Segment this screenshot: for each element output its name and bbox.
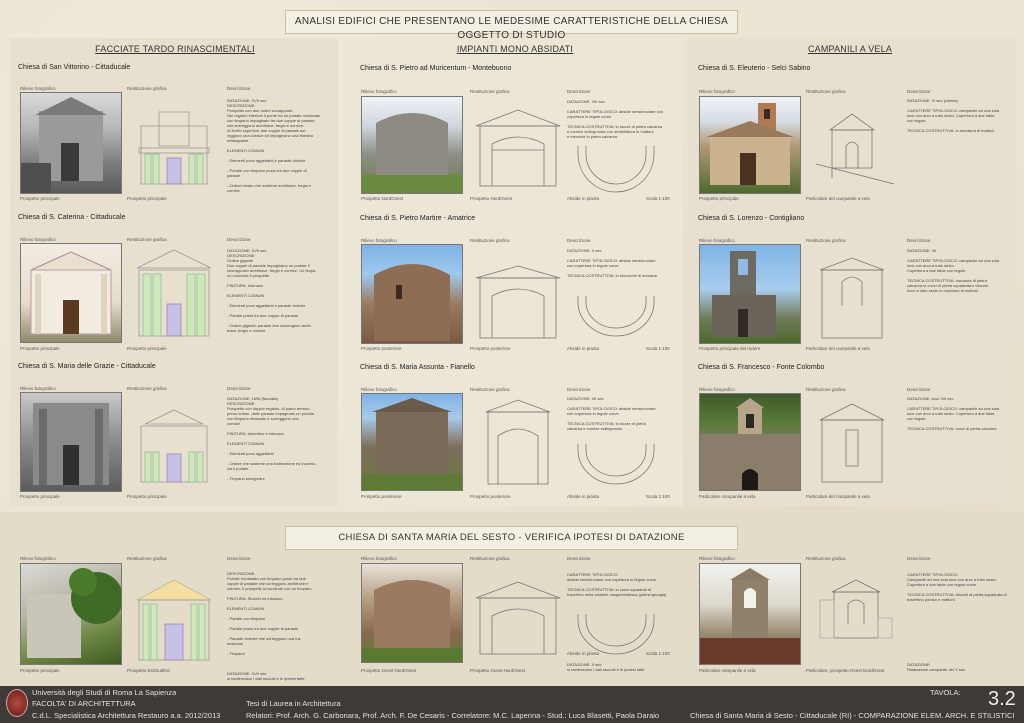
- description-block: CARATTERE TIPOLOGICO: Campanile ad una sola luce con arco a tutto sesto. Copertura a due falde con tegole curve. TECNICA COSTRUTTIVA: blocchi di pietra squadrata di travertino poroso e mattoni: [907, 572, 1007, 602]
- label-descrizione: Descrizione: [227, 86, 251, 91]
- bottom-title: CHIESA DI SANTA MARIA DEL SESTO - VERIFICA IPOTESI DI DATAZIONE: [285, 526, 738, 550]
- drawing-santa-maria-assunta: [470, 396, 566, 488]
- label-rilievo: Rilievo fotografico: [361, 89, 397, 94]
- church-title: Chiesa di S. Maria delle Grazie - Cittaducale: [18, 363, 156, 370]
- label-restituzione: Restituzione grafica: [127, 556, 167, 561]
- caption-photo: Particolare campanile a vela: [699, 494, 756, 499]
- drawing-campanile-eleuterio: [808, 104, 898, 188]
- church-title: Chiesa di S. Caterina - Cittaducale: [18, 214, 126, 221]
- drawing-apse-plan: [572, 438, 660, 488]
- scale-label: Scala 1:100: [646, 196, 670, 201]
- dating-block: DATAZIONE: Ridatazione campanile del X sec: [907, 662, 966, 672]
- photo-san-vittorino: [20, 92, 122, 194]
- photo-santa-maria-grazie: [20, 392, 122, 492]
- drawing-san-pietro-muricentum: [470, 104, 566, 188]
- drawing-santa-caterina: [127, 246, 221, 340]
- description-block: DESCRIZIONE: Portale modanato con timpano posto tra due coppie di paraste che sorreggono architrave e cornice. Il prospetto si conclude con un timpano FINITURA: Stucchi ed intonaco ELEMENTI COMUNI - Portale con timpano - Portale posto tra due coppie di paraste - Paraste doriche che sorreggono una tra- beazione - Timpano DATAZIONE: XVII sec si confermano i dati raccolti e le ipotesi fatte: [227, 571, 312, 681]
- label-descrizione: Descrizione: [227, 237, 251, 242]
- label-restituzione: Restituzione grafica: [470, 238, 510, 243]
- church-title: Chiesa di S. Lorenzo - Contigliano: [698, 215, 805, 222]
- label-rilievo: Rilievo fotografico: [20, 386, 56, 391]
- description-block: DATAZIONE: XII sec CARATTERE TIPOLOGICO: abside semicircolare con copertura in tegole curve TECNICA COSTRUTTIVA: in bozze di pietra calcarea e cornice sottogronda: [567, 396, 656, 431]
- drawing-san-vittorino: [127, 104, 221, 188]
- page-title: ANALISI EDIFICI CHE PRESENTANO LE MEDESIME CARATTERISTICHE DELLA CHIESA OGGETTO DI STUDIO: [285, 10, 738, 34]
- label-descrizione: Descrizione: [567, 89, 591, 94]
- caption-photo: Prospetto principale: [20, 494, 60, 499]
- drawing-san-pietro-martire: [470, 262, 566, 340]
- tavola-number: 3.2: [988, 688, 1016, 710]
- caption-photo: Particolare campanile a vela: [699, 668, 756, 673]
- label-restituzione: Restituzione grafica: [806, 89, 846, 94]
- description-block: DATAZIONE: 1696 (facciata) DESCRIZIONE: Prospetto con doppio registro. Al piano terreno, primo ordine, dalle paraste impaginato un portale con timpano ribassato e sorreggono una cornice FINITURA: travertino e intonaco ELEMENTI COMUNI - Elementi poco aggettanti - Ordine che sostiene una trabeazione ed incornic- cia il portale - Timpano triangolare: [227, 396, 317, 481]
- caption-photo: Prospetto Ovest NordOvest: [361, 668, 417, 673]
- university-seal-icon: [6, 689, 28, 717]
- label-descrizione: Descrizione: [907, 387, 931, 392]
- section-title-impianti: IMPIANTI MONO ABSIDATI: [456, 44, 574, 54]
- description-block: DATAZIONE: XII CARATTERE TIPOLOGICO: campanile ad una sola luce con arco a tutto sesto. Copertura a due falde con tegole. TECNICA COSTRUTTIVA: muratura di pietra calcarea in conci di pietra squadrata e blocchi. Arco a tutto sesto in muratura di mattoni: [907, 248, 1000, 293]
- scale-label: Scala 1:100: [646, 494, 670, 499]
- thesis-label: Tesi di Laurea in Architettura: [246, 699, 341, 708]
- description-block: DATAZIONE: stuo XIII sec CARATTERE TIPOLOGICO: campanile ad una sola luce con arco a tutto sesto. Copertura a due falde con tegole. TECNICA COSTRUTTIVA: conci di pietra calcarea: [907, 396, 1000, 431]
- caption-plan: Abside in pianta: [567, 494, 600, 499]
- caption-drawing: Prospetto NordOvest: [470, 196, 513, 201]
- photo-santa-maria-assunta: [361, 393, 463, 491]
- caption-plan: Abside in pianta: [567, 346, 600, 351]
- label-rilievo: Rilievo fotografico: [699, 89, 735, 94]
- caption-plan: Abside in pianta: [567, 651, 600, 656]
- label-rilievo: Rilievo fotografico: [699, 238, 735, 243]
- drawing-apse-plan: [572, 290, 660, 340]
- label-restituzione: Restituzione grafica: [806, 238, 846, 243]
- scale-label: Scala 1:100: [646, 651, 670, 656]
- caption-drawing: Particolare del campanile a vela: [806, 196, 870, 201]
- caption-drawing: Particolare, prospetto Ovest NordOvest: [806, 668, 885, 673]
- photo-sesto-campanile: [699, 563, 801, 665]
- label-restituzione: Restituzione grafica: [470, 387, 510, 392]
- label-descrizione: Descrizione: [567, 556, 591, 561]
- caption-drawing: Prospetto Est/SudEst: [127, 668, 170, 673]
- photo-san-lorenzo: [699, 244, 801, 344]
- label-restituzione: Restituzione grafica: [470, 89, 510, 94]
- label-rilievo: Rilievo fotografico: [361, 387, 397, 392]
- description-block: DATAZIONE: XIII sec CARATTERE TIPOLOGICO: abside semicircolare con copertura in tegole curve TECNICA COSTRUTTIVA: in bozze di pietra calcarea e cornice sottogronda con dentellatura in mattoni e mensole in pietra calcarea: [567, 99, 664, 139]
- label-descrizione: Descrizione: [227, 556, 251, 561]
- faculty-name: FACOLTA' DI ARCHITETTURA: [32, 699, 136, 708]
- description-block: DATAZIONE: XVII sec DESCRIZIONE: Prospetto con due ordini sovrapposti. Nel registro inferiore il ponte ha un portale modanato con timpano impaginato tra due coppie di paraste che sorreggono architrave, fregio e cornice. Al livello superiore due coppie di paraste sor- reggono una cornice ed impaginano una finestra rettangolare ELEMENTI COMUNI - Elementi poco aggettanti e paraste doriche - Portale con timpano posto tra due coppie di paraste - Ordine binato che sostiene architrave, fregio e cornice: [227, 98, 321, 193]
- description-block: DATAZIONE: XI sec (chiesa) CARATTERE TIPOLOGICO: campanile ad una sola luce con arco a tutto sesto. Copertura a due falde con tegole. TECNICA COSTRUTTIVA: in muratura di mattoni: [907, 98, 1000, 133]
- drawing-sesto-campanile: [818, 578, 894, 650]
- label-descrizione: Descrizione: [567, 387, 591, 392]
- caption-photo: Prospetto NordOvest: [361, 196, 404, 201]
- church-title: Chiesa di S. Pietro ad Muricentum - Montebuono: [360, 65, 512, 72]
- subject: Chiesa di Santa Maria di Sesto - Cittaducale (RI) - COMPARAZIONE ELEM. ARCH. E STILISTICI: [690, 711, 1015, 720]
- caption-drawing: Prospetto posteriore: [470, 346, 511, 351]
- caption-photo: Prospetto posteriore: [361, 494, 402, 499]
- photo-san-pietro-martire: [361, 244, 463, 344]
- caption-photo: Prospetto posteriore: [361, 346, 402, 351]
- caption-plan: Abside in pianta: [567, 196, 600, 201]
- label-descrizione: Descrizione: [907, 238, 931, 243]
- photo-santa-maria-sesto: [20, 563, 122, 665]
- section-title-facciate: FACCIATE TARDO RINASCIMENTALI: [95, 44, 255, 54]
- scale-label: Scala 1:100: [646, 346, 670, 351]
- label-restituzione: Restituzione grafica: [470, 556, 510, 561]
- label-restituzione: Restituzione grafica: [127, 386, 167, 391]
- tavola-label: TAVOLA:: [930, 688, 961, 697]
- description-block: DATAZIONE: X sec CARATTERE TIPOLOGICO: abside semicircolare con copertura in tegole curve TECNICA COSTRUTTIVA: in blocchetti di arenaria: [567, 248, 657, 278]
- label-rilievo: Rilievo fotografico: [699, 387, 735, 392]
- section-title-campanili: CAMPANILI A VELA: [807, 44, 893, 54]
- drawing-apse-plan: [572, 140, 660, 194]
- drawing-campanile-lorenzo: [814, 256, 890, 340]
- label-restituzione: Restituzione grafica: [127, 237, 167, 242]
- photo-san-francesco: [699, 393, 801, 491]
- label-rilievo: Rilievo fotografico: [699, 556, 735, 561]
- label-rilievo: Rilievo fotografico: [361, 556, 397, 561]
- drawing-santa-maria-grazie: [127, 402, 221, 486]
- label-restituzione: Restituzione grafica: [806, 556, 846, 561]
- footer: [0, 686, 1024, 723]
- label-rilievo: Rilievo fotografico: [361, 238, 397, 243]
- caption-photo: Prospetto principale: [20, 668, 60, 673]
- church-title: Chiesa di S. Pietro Martire - Amatrice: [360, 215, 476, 222]
- caption-drawing: Particolare del campanile a vela: [806, 346, 870, 351]
- caption-photo: Prospetto principale: [699, 196, 739, 201]
- label-restituzione: Restituzione grafica: [127, 86, 167, 91]
- course-name: C.d.L. Specialistica Architettura Restauro a.a. 2012/2013: [32, 711, 221, 720]
- label-descrizione: Descrizione: [567, 238, 591, 243]
- label-descrizione: Descrizione: [227, 386, 251, 391]
- drawing-campanile-francesco: [814, 400, 890, 488]
- photo-santa-caterina: [20, 243, 122, 343]
- dating-block: DATAZIONE: X sec si confermano i dati raccolti e le ipotesi fatte: [567, 662, 645, 672]
- caption-drawing: Prospetto principale: [127, 346, 167, 351]
- church-title: Chiesa di S. Francesco - Fonte Colombo: [698, 364, 825, 371]
- label-descrizione: Descrizione: [907, 556, 931, 561]
- label-rilievo: Rilievo fotografico: [20, 237, 56, 242]
- label-rilievo: Rilievo fotografico: [20, 86, 56, 91]
- caption-photo: Prospetto principale: [20, 196, 60, 201]
- caption-drawing: Prospetto principale: [127, 494, 167, 499]
- caption-photo: Prospetto principale: [20, 346, 60, 351]
- university-name: Università degli Studi di Roma La Sapienza: [32, 688, 177, 697]
- description-block: DATAZIONE: XVII sec DESCRIZIONE: Ordine gigante Due coppie di paraste impaginano un portale il sovrapposto architrave, fregio e cornice. Un timpa- no conclude il prospetto FINITURA: Intonaco ELEMENTI COMUNI - Elementi poco aggettanti e paraste doriche - Portale posto tra due coppie di paraste - Ordine gigante: paraste che sostengono archi- trave, fregio e cornice: [227, 248, 317, 333]
- description-block: CARATTERE TIPOLOGICO: abside semicircolare con copertura in tegole curve TECNICA COSTRUTTIVA: in conci squadrati di travertino nella variante cinquecentesca (pietra spungia): [567, 572, 667, 597]
- caption-photo: Prospetto principale del rudere: [699, 346, 761, 351]
- photo-san-pietro-muricentum: [361, 96, 463, 194]
- caption-drawing: Prospetto Ovest NordOvest: [470, 668, 526, 673]
- drawing-santa-maria-sesto: [127, 574, 221, 664]
- label-rilievo: Rilievo fotografico: [20, 556, 56, 561]
- photo-sesto-apse: [361, 563, 463, 663]
- caption-drawing: Prospetto posteriore: [470, 494, 511, 499]
- church-title: Chiesa di San Vittorino - Cittaducale: [18, 64, 131, 71]
- church-title: Chiesa di S. Eleuterio - Selci Sabino: [698, 65, 811, 72]
- church-title: Chiesa di S. Maria Assunta - Fianello: [360, 364, 475, 371]
- caption-drawing: Prospetto principale: [127, 196, 167, 201]
- drawing-sesto-apse: [470, 574, 566, 656]
- photo-sant-eleuterio: [699, 96, 801, 194]
- caption-drawing: Particolare del campanile a vela: [806, 494, 870, 499]
- label-descrizione: Descrizione: [907, 89, 931, 94]
- label-restituzione: Restituzione grafica: [806, 387, 846, 392]
- relatori: Relatori: Prof. Arch. G. Carbonara, Prof. Arch. F. De Cesaris - Correlatore: M.C. Lapenna - Stud.: Luca Blasetti, Paola Daraio: [246, 711, 660, 720]
